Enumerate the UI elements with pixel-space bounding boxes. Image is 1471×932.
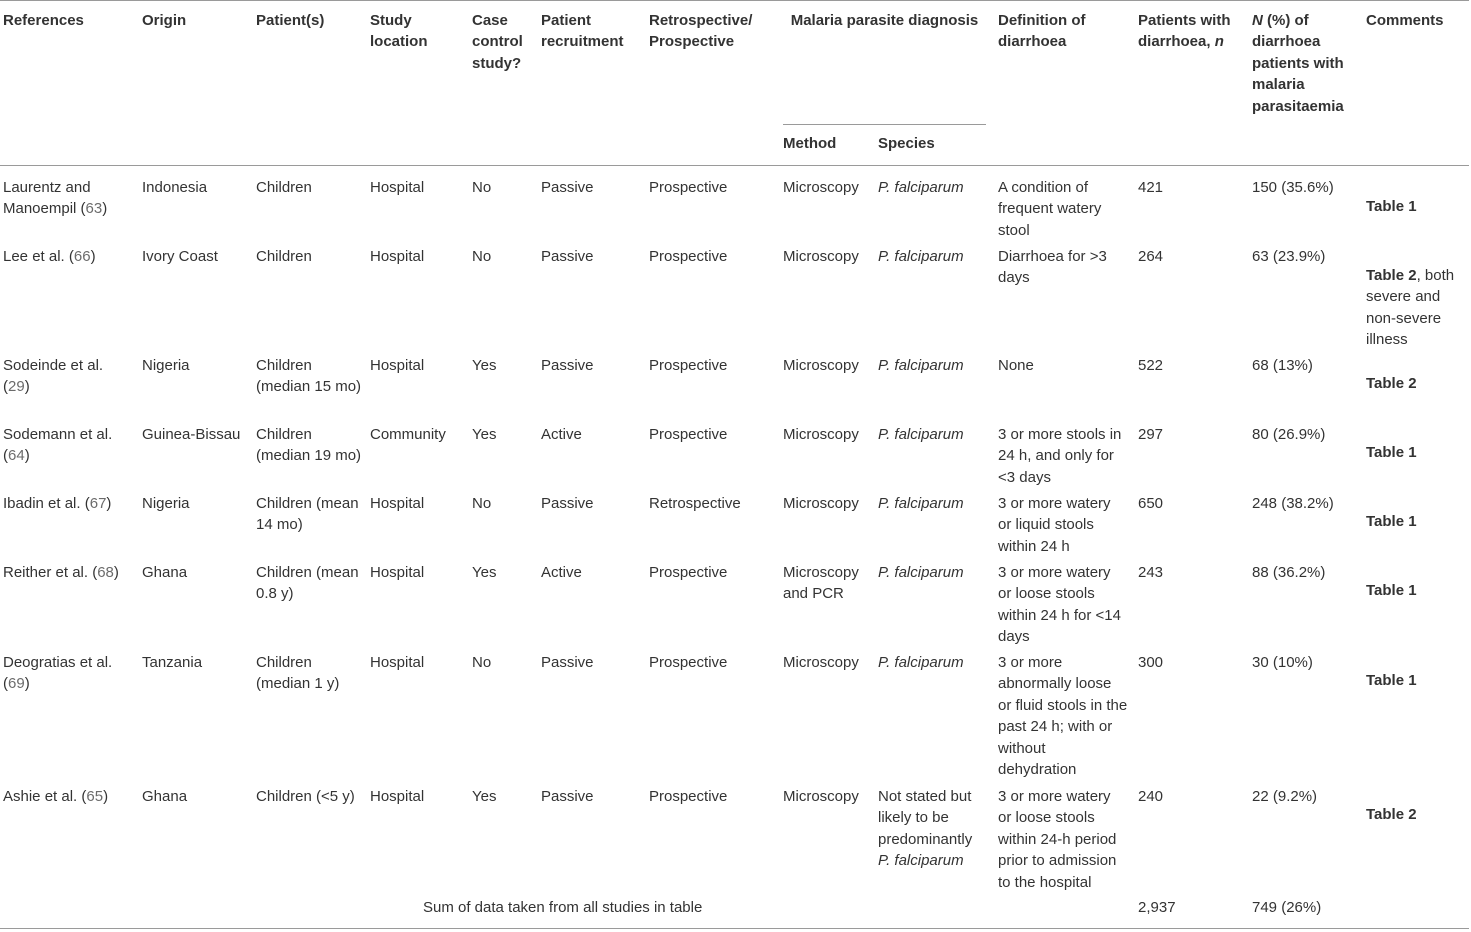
cell-n-percent: 22 (9.2%) xyxy=(1252,788,1318,805)
header-n-percent-rest: (%) of diarrhoea patients with malaria parasitaemia xyxy=(1252,12,1344,115)
cell-comments xyxy=(1366,196,1468,217)
sum-n: 2,937 xyxy=(1138,899,1176,916)
cell-method: Microscopy xyxy=(783,426,859,443)
reference-name: Sodemann et al. xyxy=(3,426,113,443)
header-origin: Origin xyxy=(142,12,187,29)
comment-table-ref: Table 1 xyxy=(1366,513,1417,530)
cell-origin: Indonesia xyxy=(142,179,208,196)
cell-retro-pro: Retrospective xyxy=(649,495,741,512)
cell-definition: 3 or more stools in 24 h, and only for <3 days xyxy=(998,426,1122,486)
cell-patients-n: 300 xyxy=(1138,654,1164,671)
cell-species xyxy=(878,562,983,583)
header-method: Method xyxy=(783,135,837,152)
cell-origin: Ghana xyxy=(142,788,188,805)
cell-comments xyxy=(1366,804,1468,825)
header-n-percent-n: N xyxy=(1252,12,1263,29)
cell-definition: 3 or more watery or loose stools within 24-h period prior to admission to the hospital xyxy=(998,788,1117,891)
cell-patients-n: 264 xyxy=(1138,248,1164,265)
comment-table-ref: Table 2 xyxy=(1366,375,1417,392)
cell-comments xyxy=(1366,511,1468,532)
cell-n-percent: 150 (35.6%) xyxy=(1252,179,1334,196)
header-study-location: Study location xyxy=(370,12,428,51)
header-definition: Definition of diarrhoea xyxy=(998,12,1086,51)
cell-retro-pro: Prospective xyxy=(649,654,728,671)
comment-table-ref: Table 1 xyxy=(1366,672,1417,689)
comment-table-ref: Table 2 xyxy=(1366,806,1417,823)
header-patients-with-diarrhoea-text: Patients with diarrhoea, xyxy=(1138,12,1231,51)
comment-table-ref: Table 1 xyxy=(1366,198,1417,215)
comment-table-ref: Table 2 xyxy=(1366,267,1417,284)
cell-comments xyxy=(1366,265,1468,351)
cell-n-percent: 68 (13%) xyxy=(1252,357,1313,374)
reference-number: 64 xyxy=(8,447,25,465)
sum-pct: 749 (26%) xyxy=(1252,899,1322,916)
cell-definition: Diarrhoea for >3 days xyxy=(998,248,1107,287)
cell-case-control: Yes xyxy=(472,788,497,805)
cell-origin: Nigeria xyxy=(142,357,190,374)
reference-number: 29 xyxy=(8,378,25,396)
cell-study-location: Hospital xyxy=(370,357,425,374)
header-patients-with-diarrhoea xyxy=(1138,10,1250,53)
header-references: References xyxy=(3,12,84,29)
cell-recruitment: Active xyxy=(541,564,582,581)
cell-n-percent: 80 (26.9%) xyxy=(1252,426,1326,443)
comment-text: , both severe and non-severe illness xyxy=(1366,267,1455,349)
cell-patients: Children xyxy=(256,179,312,196)
reference-number: 66 xyxy=(73,248,91,265)
reference-name: Ibadin et al. xyxy=(3,495,81,512)
cell-recruitment: Passive xyxy=(541,788,594,805)
cell-species xyxy=(878,424,983,445)
cell-n-percent: 30 (10%) xyxy=(1252,654,1313,671)
cell-case-control: Yes xyxy=(472,357,497,374)
cell-case-control: Yes xyxy=(472,564,497,581)
cell-method: Microscopy xyxy=(783,179,859,196)
cell-study-location: Hospital xyxy=(370,788,425,805)
cell-patients: Children (mean 14 mo) xyxy=(256,495,359,534)
table-top-rule xyxy=(0,0,1469,1)
cell-method: Microscopy xyxy=(783,357,859,374)
reference-name: Sodeinde et al. xyxy=(3,357,104,374)
comment-table-ref: Table 1 xyxy=(1366,444,1417,461)
cell-patients-n: 243 xyxy=(1138,564,1164,581)
cell-species xyxy=(878,786,983,872)
reference-name: Lee et al. xyxy=(3,248,65,265)
cell-patients-n: 297 xyxy=(1138,426,1164,443)
cell-definition: 3 or more abnormally loose or fluid stools in the past 24 h; with or without dehydration xyxy=(998,654,1128,779)
cell-species xyxy=(878,246,983,267)
cell-comments xyxy=(1366,580,1468,601)
cell-retro-pro: Prospective xyxy=(649,426,728,443)
cell-retro-pro: Prospective xyxy=(649,788,728,805)
cell-case-control: No xyxy=(472,248,492,265)
cell-retro-pro: Prospective xyxy=(649,179,728,196)
cell-recruitment: Passive xyxy=(541,495,594,512)
table-bottom-rule xyxy=(0,928,1469,929)
cell-method: Microscopy xyxy=(783,248,859,265)
cell-reference: Lee et al. (66) xyxy=(3,248,96,265)
reference-name: Reither et al. xyxy=(3,564,89,581)
cell-comments xyxy=(1366,670,1468,691)
cell-case-control: Yes xyxy=(472,426,497,443)
cell-recruitment: Passive xyxy=(541,179,594,196)
cell-n-percent: 63 (23.9%) xyxy=(1252,248,1326,265)
cell-reference: Deogratias et al. (69) xyxy=(3,654,113,693)
sum-label: Sum of data taken from all studies in table xyxy=(423,899,703,916)
cell-origin: Tanzania xyxy=(142,654,203,671)
cell-comments xyxy=(1366,442,1468,463)
cell-definition: A condition of frequent watery stool xyxy=(998,179,1102,239)
cell-reference: Sodeinde et al. (29) xyxy=(3,357,104,396)
reference-name: Laurentz and Manoempil xyxy=(3,179,91,218)
cell-study-location: Hospital xyxy=(370,495,425,512)
cell-recruitment: Passive xyxy=(541,248,594,265)
species-name: P. falciparum xyxy=(878,179,964,196)
cell-patients: Children (mean 0.8 y) xyxy=(256,564,359,603)
reference-number: 69 xyxy=(8,675,25,693)
cell-method: Microscopy xyxy=(783,495,859,512)
cell-species xyxy=(878,355,983,376)
cell-patients: Children (median 19 mo) xyxy=(256,426,362,465)
cell-n-percent: 88 (36.2%) xyxy=(1252,564,1326,581)
cell-definition: 3 or more watery or liquid stools within 24 h xyxy=(998,495,1111,555)
species-name: P. falciparum xyxy=(878,564,964,581)
cell-reference: Sodemann et al. (64) xyxy=(3,426,113,465)
species-name: P. falciparum xyxy=(878,357,964,374)
cell-reference: Ashie et al. (65) xyxy=(3,788,109,805)
cell-patients: Children (<5 y) xyxy=(256,788,355,805)
cell-origin: Guinea-Bissau xyxy=(142,426,241,443)
header-comments: Comments xyxy=(1366,12,1444,29)
cell-definition: 3 or more watery or loose stools within 24 h for <14 days xyxy=(998,564,1121,646)
cell-patients-n: 240 xyxy=(1138,788,1164,805)
reference-name: Ashie et al. xyxy=(3,788,78,805)
cell-recruitment: Passive xyxy=(541,654,594,671)
cell-patients: Children xyxy=(256,248,312,265)
cell-study-location: Hospital xyxy=(370,179,425,196)
cell-retro-pro: Prospective xyxy=(649,248,728,265)
cell-method: Microscopy and PCR xyxy=(783,564,859,603)
cell-origin: Ghana xyxy=(142,564,188,581)
cell-patients-n: 650 xyxy=(1138,495,1164,512)
cell-origin: Nigeria xyxy=(142,495,190,512)
cell-origin: Ivory Coast xyxy=(142,248,218,265)
cell-method: Microscopy xyxy=(783,654,859,671)
cell-study-location: Hospital xyxy=(370,654,425,671)
cell-patients-n: 522 xyxy=(1138,357,1164,374)
cell-patients: Children (median 1 y) xyxy=(256,654,340,693)
header-n-percent xyxy=(1252,10,1362,117)
header-patients-with-diarrhoea-n: n xyxy=(1214,33,1224,51)
cell-method: Microscopy xyxy=(783,788,859,805)
header-retro-pro: Retrospective/ Prospective xyxy=(649,12,753,51)
cell-recruitment: Passive xyxy=(541,357,594,374)
cell-reference: Ibadin et al. (67) xyxy=(3,495,112,512)
cell-reference: Reither et al. (68) xyxy=(3,564,119,581)
cell-species xyxy=(878,493,983,514)
species-prefix: Not stated but likely to be predominantly xyxy=(878,788,973,848)
header-species: Species xyxy=(878,135,935,152)
header-recruitment: Patient recruitment xyxy=(541,12,624,51)
comment-table-ref: Table 1 xyxy=(1366,582,1417,599)
species-name: P. falciparum xyxy=(878,248,964,265)
species-name: P. falciparum xyxy=(878,852,964,870)
cell-n-percent: 248 (38.2%) xyxy=(1252,495,1334,512)
cell-patients-n: 421 xyxy=(1138,179,1164,196)
cell-case-control: No xyxy=(472,179,492,196)
cell-study-location: Hospital xyxy=(370,248,425,265)
header-case-control: Case control study? xyxy=(472,12,523,72)
reference-number: 67 xyxy=(89,495,107,512)
reference-number: 63 xyxy=(85,200,103,218)
cell-reference: Laurentz and Manoempil (63) xyxy=(3,179,108,218)
cell-study-location: Community xyxy=(370,426,446,443)
species-name: P. falciparum xyxy=(878,495,964,512)
reference-number: 68 xyxy=(97,564,114,581)
cell-definition: None xyxy=(998,357,1034,374)
cell-species xyxy=(878,177,983,198)
cell-case-control: No xyxy=(472,654,492,671)
cell-case-control: No xyxy=(472,495,492,512)
cell-study-location: Hospital xyxy=(370,564,425,581)
species-name: P. falciparum xyxy=(878,654,964,671)
cell-patients: Children (median 15 mo) xyxy=(256,357,362,396)
cell-retro-pro: Prospective xyxy=(649,564,728,581)
cell-species xyxy=(878,652,983,673)
cell-recruitment: Active xyxy=(541,426,582,443)
diagnosis-subheader-rule xyxy=(783,124,986,125)
reference-name: Deogratias et al. xyxy=(3,654,113,671)
species-name: P. falciparum xyxy=(878,426,964,443)
header-bottom-rule xyxy=(0,165,1469,166)
cell-retro-pro: Prospective xyxy=(649,357,728,374)
header-patients: Patient(s) xyxy=(256,12,325,29)
header-malaria-diagnosis: Malaria parasite diagnosis xyxy=(790,12,979,29)
reference-number: 65 xyxy=(86,788,104,805)
cell-comments xyxy=(1366,373,1468,394)
